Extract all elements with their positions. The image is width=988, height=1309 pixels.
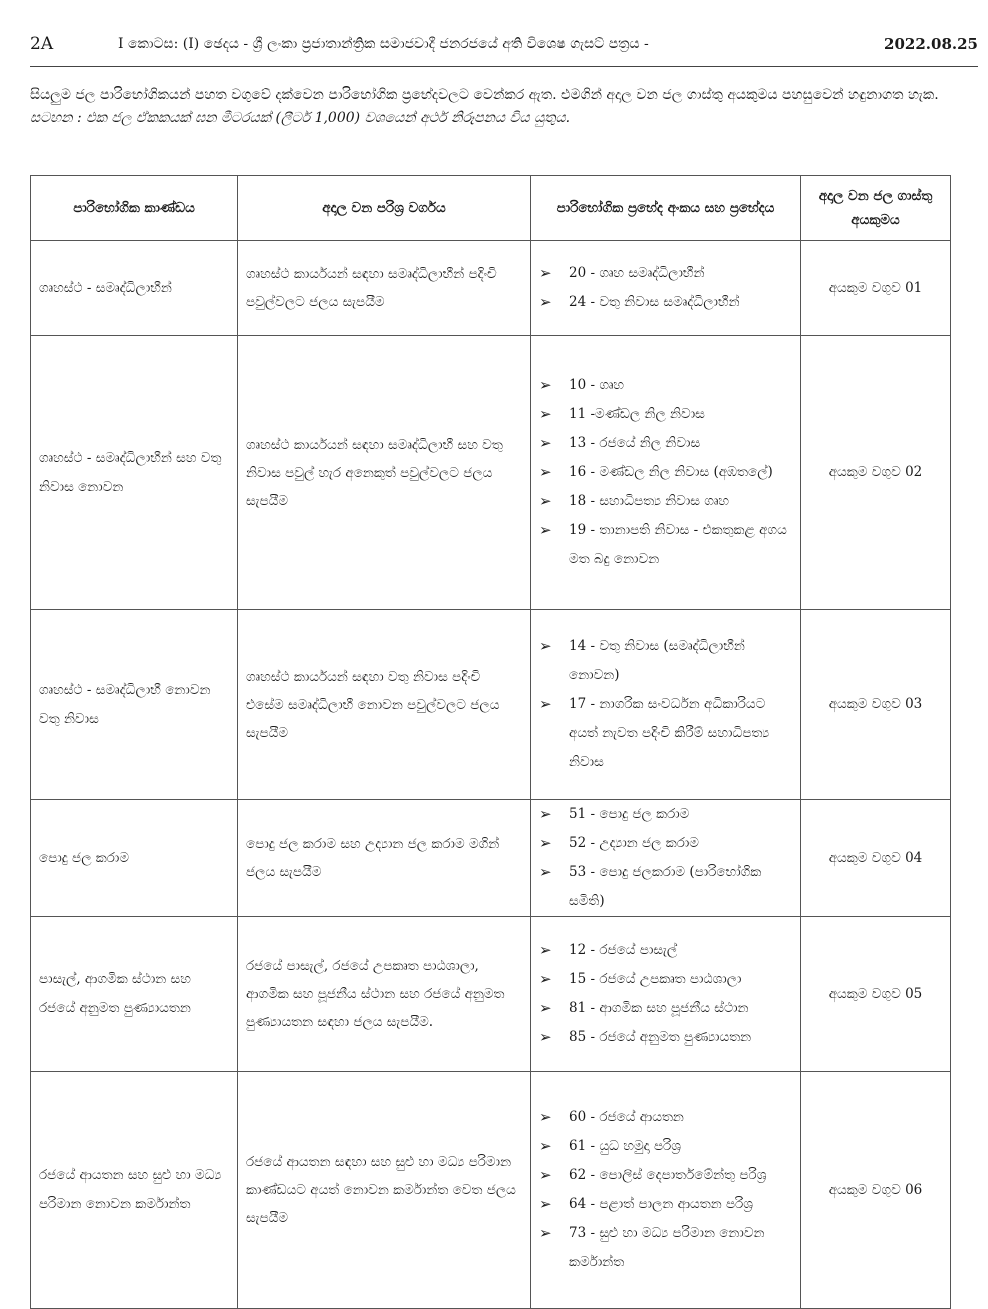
- code-text: 52 - උද්‍යාන ජල කරාම: [569, 835, 700, 851]
- code-text: 64 - පළාත් පාලන ආයතන පරිශ්‍ර: [569, 1196, 753, 1212]
- table-row: [31, 917, 951, 1072]
- code-text: 16 - මණ්ඩල නිල නිවාස (අඹතලේ): [569, 464, 773, 480]
- code-text: 73 - සුළු හා මධ්‍ය පරිමාන නොවන කර්මාන්ත: [569, 1225, 765, 1270]
- table-row: [31, 241, 951, 336]
- tariff-schedule-cell: අයකුම වගුව 02: [801, 336, 951, 610]
- table-body: [31, 241, 951, 1309]
- code-list: [539, 1103, 792, 1277]
- list-item: [539, 690, 792, 777]
- tariff-schedule-cell: අයකුම වගුව 06: [801, 1072, 951, 1309]
- arrow-bullet-icon: ➢: [539, 1224, 552, 1242]
- arrow-bullet-icon: ➢: [539, 970, 552, 988]
- header-divider: [30, 66, 978, 67]
- arrow-bullet-icon: ➢: [539, 521, 552, 539]
- code-text: 10 - ගෘහ: [569, 377, 625, 393]
- code-text: 85 - රජයේ අනුමත පුණ්‍යායතන: [569, 1029, 752, 1045]
- list-item: [539, 259, 792, 288]
- list-item: [539, 1190, 792, 1219]
- category-codes-cell: [531, 917, 801, 1072]
- table-header-row: [31, 176, 951, 241]
- arrow-bullet-icon: ➢: [539, 999, 552, 1017]
- consumer-category-cell: රජයේ ආයතන සහ සුළු හා මධ්‍ය පරිමාන නොවන කර්මාන්ත: [31, 1072, 238, 1309]
- category-codes-cell: [531, 800, 801, 917]
- category-codes-cell: [531, 241, 801, 336]
- arrow-bullet-icon: ➢: [539, 463, 552, 481]
- code-text: 51 - පොදු ජල කරාම: [569, 806, 690, 822]
- intro-text: [30, 84, 978, 130]
- arrow-bullet-icon: ➢: [539, 863, 552, 881]
- list-item: [539, 516, 792, 574]
- code-text: 60 - රජයේ ආයතන: [569, 1109, 684, 1125]
- arrow-bullet-icon: ➢: [539, 293, 552, 311]
- arrow-bullet-icon: ➢: [539, 637, 552, 655]
- tariff-table: [30, 175, 951, 1309]
- header-tariff-schedule: අදාල වන ජල ගාස්තු අයකුමය: [801, 176, 951, 241]
- running-title: I කොටස: (I) ඡෙදය - ශ්‍රී ලංකා ප්‍රජාතාන්ත්‍රික සමාජවාදී ජනරජයේ අති විශෙෂ ගැසට් පත්‍රය -: [118, 36, 649, 52]
- header-category-code: පාරිභෝගික ප්‍රභේද අංකය සහ ප්‍රභේදය: [531, 176, 801, 241]
- code-text: 62 - පොලිස් දෙපාර්තමේන්තු පරිශ්‍ර: [569, 1167, 767, 1183]
- premises-type-cell: රජයේ පාසැල්, රජයේ උපකෘත පාඨශාලා, ආගමික සහ පූජනීය ස්ථාන සහ රජයේ අනුමත පුණ්‍යායතන සඳහා ජලය සැපයීම.: [238, 917, 531, 1072]
- tariff-schedule-cell: අයකුම වගුව 05: [801, 917, 951, 1072]
- premises-type-cell: රජයේ ආයතන සඳහා සහ සුළු හා මධ්‍ය පරිමාන කාණ්ඩයට අයත් නොවන කර්මාන්ත වෙත ජලය සැපයීම: [238, 1072, 531, 1309]
- code-text: 13 - රජයේ නිල නිවාස: [569, 435, 701, 451]
- list-item: [539, 632, 792, 690]
- list-item: [539, 1103, 792, 1132]
- code-list: [539, 259, 792, 317]
- code-text: 20 - ගෘහ සමෘද්ධිලාභීන්: [569, 265, 705, 281]
- page-header: [30, 34, 978, 64]
- code-text: 14 - වතු නිවාස (සමෘද්ධිලාභීන් නොවන): [569, 638, 745, 683]
- list-item: [539, 400, 792, 429]
- arrow-bullet-icon: ➢: [539, 492, 552, 510]
- arrow-bullet-icon: ➢: [539, 1137, 552, 1155]
- list-item: [539, 965, 792, 994]
- arrow-bullet-icon: ➢: [539, 434, 552, 452]
- list-item: [539, 1023, 792, 1052]
- arrow-bullet-icon: ➢: [539, 1108, 552, 1126]
- category-codes-cell: [531, 610, 801, 800]
- consumer-category-cell: ගෘහස්ථ - සමෘද්ධිලාභීන් සහ වතු නිවාස නොවන: [31, 336, 238, 610]
- arrow-bullet-icon: ➢: [539, 834, 552, 852]
- list-item: [539, 858, 792, 916]
- premises-type-cell: ගෘහස්ථ කාර්යයන් සඳහා සමෘද්ධිලාභීන් පදිංචි පවුල්වලට ජලය සැපයීම: [238, 241, 531, 336]
- intro-paragraph: සියලුම ජල පාරිභෝගිකයන් පහත වගුවේ දක්වෙන පාරිභෝගික ප්‍රභේදවලට වෙන්කර ඇත. එමගින් අදාල වන ජල ගාස්තු අයකුමය පහසුවෙන් හඳුනාගත හැක.: [30, 87, 939, 103]
- code-text: 81 - ආගමික සහ පූජනීය ස්ථාන: [569, 1000, 749, 1016]
- code-text: 12 - රජයේ පාසැල්: [569, 942, 678, 958]
- list-item: [539, 429, 792, 458]
- list-item: [539, 936, 792, 965]
- arrow-bullet-icon: ➢: [539, 376, 552, 394]
- list-item: [539, 1161, 792, 1190]
- code-list: [539, 936, 792, 1052]
- consumer-category-cell: පොදු ජල කරාම: [31, 800, 238, 917]
- table-row: [31, 336, 951, 610]
- tariff-schedule-cell: අයකුම වගුව 03: [801, 610, 951, 800]
- code-text: 11 -මණ්ඩල නිල නිවාස: [569, 406, 705, 422]
- code-list: [539, 800, 792, 916]
- consumer-category-cell: පාසැල්, ආගමික ස්ථාන සහ රජයේ අනුමත පුණ්‍යායතන: [31, 917, 238, 1072]
- code-text: 17 - නාගරික සංවර්ධන අධිකාරියට අයත් නැවත පදිංචි කිරීම් සහාධිපත්‍ය නිවාස: [569, 696, 770, 770]
- code-text: 18 - සහාධිපත්‍ය නිවාස ගෘහ: [569, 493, 730, 509]
- premises-type-cell: පොදු ජල කරාම සහ උද්‍යාන ජල කරාම මගින් ජලය සැපයීම: [238, 800, 531, 917]
- premises-type-cell: ගෘහස්ථ කාර්යයන් සඳහා සමෘද්ධිලාභී සහ වතු නිවාස පවුල් හැර අනෙකුත් පවුල්වලට ජලය සැපයීම: [238, 336, 531, 610]
- category-codes-cell: [531, 336, 801, 610]
- list-item: [539, 994, 792, 1023]
- arrow-bullet-icon: ➢: [539, 1028, 552, 1046]
- tariff-schedule-cell: අයකුම වගුව 01: [801, 241, 951, 336]
- category-codes-cell: [531, 1072, 801, 1309]
- consumer-category-cell: ගෘහස්ථ - සමෘද්ධිලාභීන්: [31, 241, 238, 336]
- gazette-date: 2022.08.25: [884, 35, 978, 53]
- list-item: [539, 371, 792, 400]
- code-text: 19 - තානාපති නිවාස - එකතුකළ අගය මත බදු නොවන: [569, 522, 787, 567]
- arrow-bullet-icon: ➢: [539, 405, 552, 423]
- arrow-bullet-icon: ➢: [539, 1195, 552, 1213]
- code-list: [539, 632, 792, 777]
- code-text: 24 - වතු නිවාස සමෘද්ධිලාභීන්: [569, 294, 740, 310]
- page-number: 2A: [30, 34, 54, 54]
- header-premises-type: අදාල වන පරිශ්‍ර වර්ගය: [238, 176, 531, 241]
- list-item: [539, 487, 792, 516]
- code-text: 61 - යුධ හමුදා පරිශ්‍ර: [569, 1138, 681, 1154]
- list-item: [539, 829, 792, 858]
- arrow-bullet-icon: ➢: [539, 695, 552, 713]
- header-consumer-category: පාරිභෝගික කාණ්ඩය: [31, 176, 238, 241]
- arrow-bullet-icon: ➢: [539, 941, 552, 959]
- arrow-bullet-icon: ➢: [539, 805, 552, 823]
- arrow-bullet-icon: ➢: [539, 1166, 552, 1184]
- arrow-bullet-icon: ➢: [539, 264, 552, 282]
- list-item: [539, 288, 792, 317]
- list-item: [539, 458, 792, 487]
- table-row: [31, 610, 951, 800]
- tariff-schedule-cell: අයකුම වගුව 04: [801, 800, 951, 917]
- list-item: [539, 800, 792, 829]
- consumer-category-cell: ගෘහස්ථ - සමෘද්ධිලාභී නොවන වතු නිවාස: [31, 610, 238, 800]
- code-text: 53 - පොදු ජලකරාම (පාරිභෝගික සමිති): [569, 864, 762, 909]
- code-list: [539, 371, 792, 574]
- list-item: [539, 1132, 792, 1161]
- code-text: 15 - රජයේ උපකෘත පාඨශාලා: [569, 971, 742, 987]
- premises-type-cell: ගෘහස්ථ කාර්යයන් සඳහා වතු නිවාස පදිංචි එසේම සමෘද්ධිලාභී නොවන පවුල්වලට ජලය සැපයීම: [238, 610, 531, 800]
- table-row: [31, 800, 951, 917]
- list-item: [539, 1219, 792, 1277]
- table-row: [31, 1072, 951, 1309]
- intro-note: සටහන : එක ජල ඒකකයක් ඝන මීටරයක් (ලීටර් 1,000) වශයෙන් අර්ථ නිරූපනය විය යුතුය.: [30, 110, 571, 126]
